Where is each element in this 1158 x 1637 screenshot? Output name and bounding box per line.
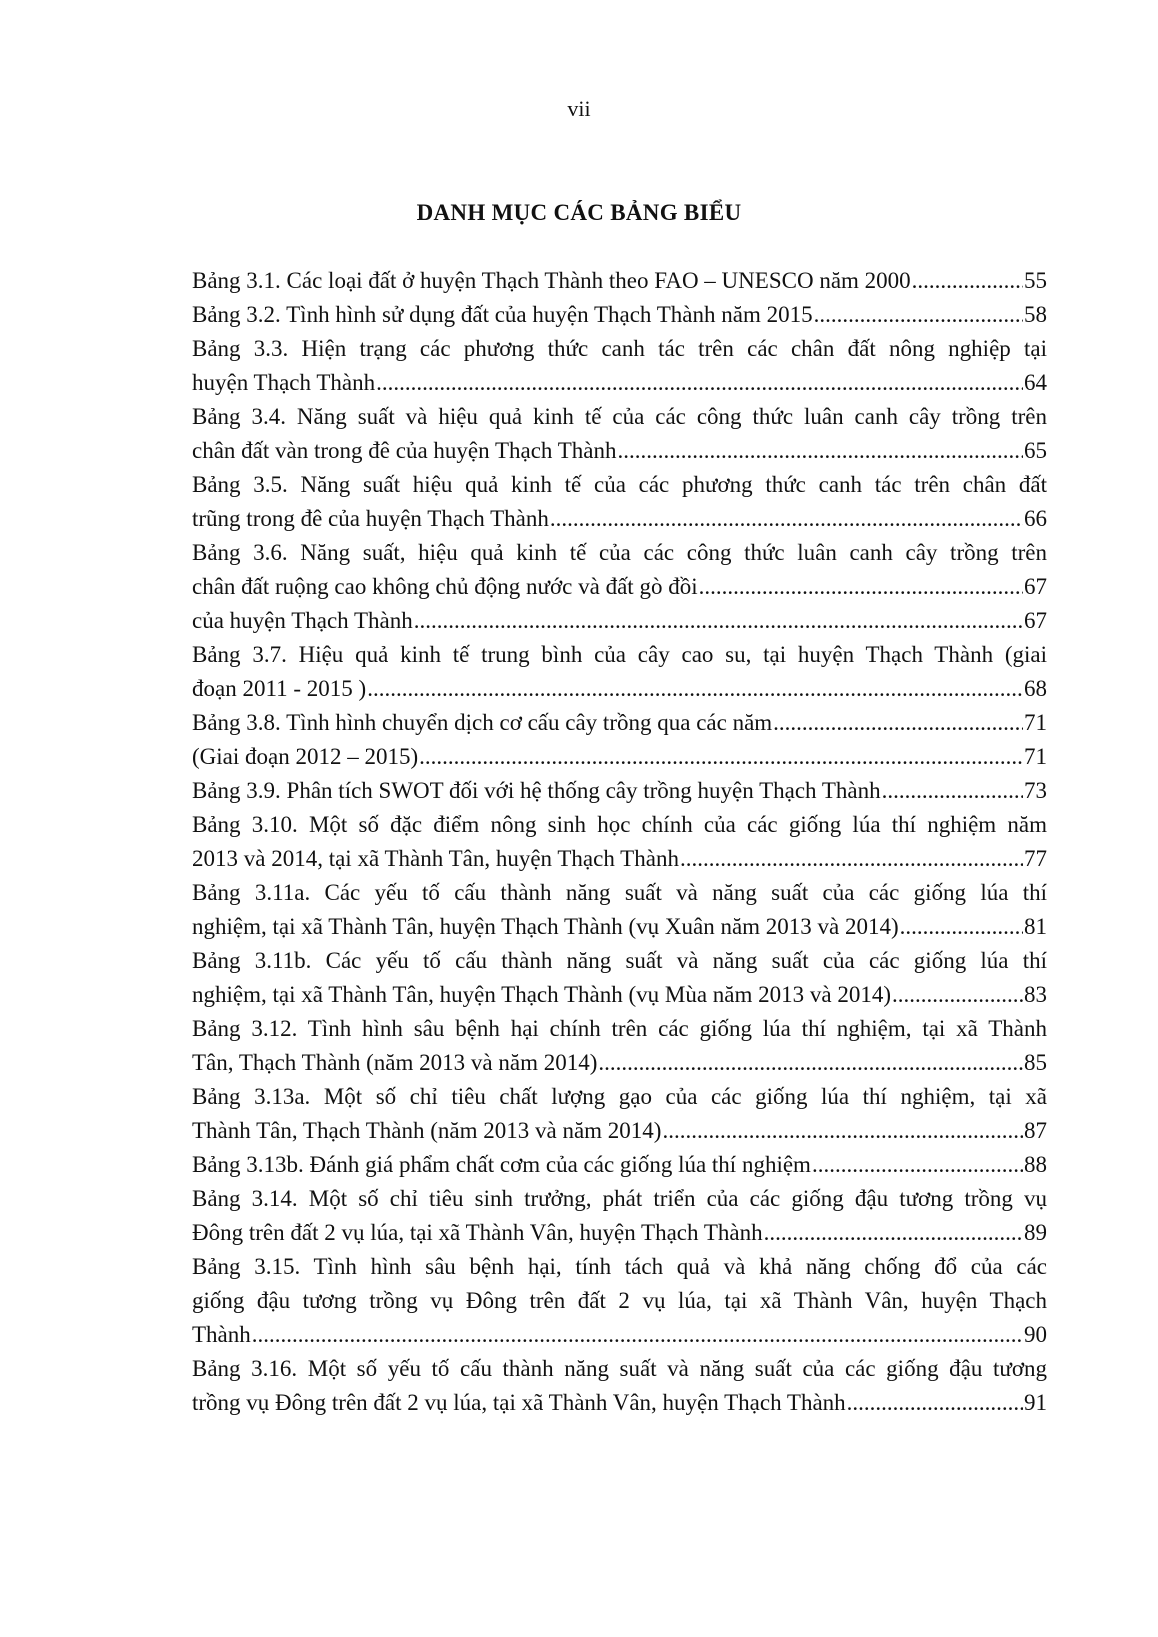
toc-page-number: 66 (1024, 506, 1047, 531)
toc-entry[interactable] (192, 774, 1047, 808)
toc-entry-text: Tân, Thạch Thành (năm 2013 và năm 2014) (192, 1050, 598, 1075)
toc-entry-last-line (192, 774, 1047, 808)
toc-entry-text: Bảng 3.1. Các loại đất ở huyện Thạch Thành theo FAO – UNESCO năm 2000 (192, 268, 911, 293)
toc-entry-last-line (192, 978, 1047, 1012)
toc-page-number: 85 (1024, 1050, 1047, 1075)
toc-entry[interactable] (192, 1182, 1047, 1250)
toc-entry[interactable] (192, 468, 1047, 536)
toc-entry-text: đoạn 2011 - 2015 ) (192, 676, 367, 701)
toc-entry-text: Thành Tân, Thạch Thành (năm 2013 và năm 2014) (192, 1118, 662, 1143)
toc-entry[interactable] (192, 332, 1047, 400)
dot-leader (699, 570, 1023, 604)
toc-entry-last-line (192, 366, 1047, 400)
dot-leader (764, 1216, 1023, 1250)
toc-entry-text: Bảng 3.2. Tình hình sử dụng đất của huyện Thạch Thành năm 2015 (192, 302, 813, 327)
toc-entry[interactable] (192, 298, 1047, 332)
toc-entry-text: chân đất vàn trong đê của huyện Thạch Thành (192, 438, 617, 463)
toc-entry-last-line (192, 1318, 1047, 1352)
toc-entry-line: Bảng 3.16. Một số yếu tố cấu thành năng suất và năng suất của các giống đậu tương (192, 1356, 1047, 1381)
toc-entry-last-line (192, 1386, 1047, 1420)
toc-entry-last-line (192, 502, 1047, 536)
dot-leader (900, 910, 1023, 944)
dot-leader (252, 1318, 1023, 1352)
toc-entry[interactable] (192, 706, 1047, 740)
page-title: DANH MỤC CÁC BẢNG BIỂU (416, 200, 742, 225)
dot-leader (419, 740, 1023, 774)
toc-entry-last-line (192, 264, 1047, 298)
toc-page-number: 55 (1024, 268, 1047, 293)
toc-page-number: 64 (1024, 370, 1047, 395)
toc-page-number: 73 (1024, 778, 1047, 803)
toc-entry-line: Bảng 3.11b. Các yếu tố cấu thành năng suất và năng suất của các giống lúa thí (192, 948, 1047, 973)
toc-page-number: 91 (1024, 1390, 1047, 1415)
toc-entry-text: chân đất ruộng cao không chủ động nước và đất gò đồi (192, 574, 698, 599)
toc-page-number: 81 (1024, 914, 1047, 939)
dot-leader (662, 1114, 1023, 1148)
toc-entry[interactable] (192, 740, 1047, 774)
toc-entry-last-line (192, 1216, 1047, 1250)
toc-entry[interactable] (192, 1250, 1047, 1352)
toc-page-number: 83 (1024, 982, 1047, 1007)
toc-entry-line: Bảng 3.13a. Một số chỉ tiêu chất lượng gạo của các giống lúa thí nghiệm, tại xã (192, 1084, 1047, 1109)
toc-entry-text: Bảng 3.8. Tình hình chuyển dịch cơ cấu cây trồng qua các năm (192, 710, 773, 735)
toc-entry[interactable] (192, 638, 1047, 706)
dot-leader (812, 1148, 1023, 1182)
toc-page-number: 67 (1024, 608, 1047, 633)
toc-entry[interactable] (192, 604, 1047, 638)
toc-entry-text: nghiệm, tại xã Thành Tân, huyện Thạch Thành (vụ Xuân năm 2013 và 2014) (192, 914, 899, 939)
toc-entry-text: trồng vụ Đông trên đất 2 vụ lúa, tại xã Thành Vân, huyện Thạch Thành (192, 1390, 846, 1415)
toc-page-number: 67 (1024, 574, 1047, 599)
toc-entry-line: Bảng 3.6. Năng suất, hiệu quả kinh tế của các công thức luân canh cây trồng trên (192, 540, 1047, 565)
toc-entry-text: Bảng 3.9. Phân tích SWOT đối với hệ thống cây trồng huyện Thạch Thành (192, 778, 881, 803)
toc-entry[interactable] (192, 944, 1047, 1012)
toc-entry[interactable] (192, 1012, 1047, 1080)
toc-page-number: 71 (1024, 744, 1047, 769)
dot-leader (814, 298, 1023, 332)
toc-entry-text: của huyện Thạch Thành (192, 608, 413, 633)
toc-entry-text: Bảng 3.13b. Đánh giá phẩm chất cơm của các giống lúa thí nghiệm (192, 1152, 811, 1177)
toc-page-number: 90 (1024, 1322, 1047, 1347)
toc-entry-last-line (192, 842, 1047, 876)
dot-leader (598, 1046, 1023, 1080)
dot-leader (414, 604, 1023, 638)
toc-entry[interactable] (192, 1080, 1047, 1148)
toc-entry[interactable] (192, 1352, 1047, 1420)
toc-entry-last-line (192, 604, 1047, 638)
toc-entry-text: Đông trên đất 2 vụ lúa, tại xã Thành Vân, huyện Thạch Thành (192, 1220, 763, 1245)
toc-entry-line: Bảng 3.4. Năng suất và hiệu quả kinh tế của các công thức luân canh cây trồng trên (192, 404, 1047, 429)
toc-entry[interactable] (192, 536, 1047, 604)
toc-page-number: 89 (1024, 1220, 1047, 1245)
toc-entry-line: Bảng 3.14. Một số chỉ tiêu sinh trưởng, phát triển của các giống đậu tương trồng vụ (192, 1186, 1047, 1211)
toc-page-number: 68 (1024, 676, 1047, 701)
table-list (192, 264, 1047, 1420)
toc-entry-last-line (192, 706, 1047, 740)
toc-entry-last-line (192, 298, 1047, 332)
toc-entry-last-line (192, 1148, 1047, 1182)
dot-leader (618, 434, 1023, 468)
dot-leader (882, 774, 1023, 808)
toc-entry-text: Thành (192, 1322, 251, 1347)
dot-leader (912, 264, 1023, 298)
toc-entry-last-line (192, 1046, 1047, 1080)
toc-entry-last-line (192, 672, 1047, 706)
toc-entry[interactable] (192, 400, 1047, 468)
toc-entry-line: giống đậu tương trồng vụ Đông trên đất 2 vụ lúa, tại xã Thành Vân, huyện Thạch (192, 1288, 1047, 1313)
toc-entry-last-line (192, 434, 1047, 468)
toc-entry-last-line (192, 910, 1047, 944)
toc-entry-line: Bảng 3.11a. Các yếu tố cấu thành năng suất và năng suất của các giống lúa thí (192, 880, 1047, 905)
toc-entry[interactable] (192, 876, 1047, 944)
toc-page-number: 65 (1024, 438, 1047, 463)
toc-entry-last-line (192, 1114, 1047, 1148)
toc-entry[interactable] (192, 264, 1047, 298)
toc-entry-line: Bảng 3.7. Hiệu quả kinh tế trung bình của cây cao su, tại huyện Thạch Thành (giai (192, 642, 1047, 667)
toc-entry-line: Bảng 3.10. Một số đặc điểm nông sinh học chính của các giống lúa thí nghiệm năm (192, 812, 1047, 837)
toc-entry-last-line (192, 570, 1047, 604)
toc-entry[interactable] (192, 1148, 1047, 1182)
toc-entry-text: 2013 và 2014, tại xã Thành Tân, huyện Thạch Thành (192, 846, 679, 871)
toc-entry-line: Bảng 3.5. Năng suất hiệu quả kinh tế của các phương thức canh tác trên chân đất (192, 472, 1047, 497)
toc-page-number: 71 (1024, 710, 1047, 735)
toc-page-number: 88 (1024, 1152, 1047, 1177)
dot-leader (550, 502, 1023, 536)
toc-entry-text: trũng trong đê của huyện Thạch Thành (192, 506, 549, 531)
dot-leader (892, 978, 1023, 1012)
toc-entry-text: huyện Thạch Thành (192, 370, 376, 395)
toc-entry-text: nghiệm, tại xã Thành Tân, huyện Thạch Thành (vụ Mùa năm 2013 và 2014) (192, 982, 892, 1007)
toc-entry-line: Bảng 3.3. Hiện trạng các phương thức canh tác trên các chân đất nông nghiệp tại (192, 336, 1047, 361)
toc-entry-line: Bảng 3.12. Tình hình sâu bệnh hại chính trên các giống lúa thí nghiệm, tại xã Thành (192, 1016, 1047, 1041)
dot-leader (680, 842, 1023, 876)
dot-leader (847, 1386, 1023, 1420)
toc-entry-text: (Giai đoạn 2012 – 2015) (192, 744, 419, 769)
toc-entry-line: Bảng 3.15. Tình hình sâu bệnh hại, tính tách quả và khả năng chống đổ của các (192, 1254, 1047, 1279)
dot-leader (367, 672, 1023, 706)
toc-entry[interactable] (192, 808, 1047, 876)
toc-entry-last-line (192, 740, 1047, 774)
toc-page-number: 58 (1024, 302, 1047, 327)
toc-page-number: 77 (1024, 846, 1047, 871)
dot-leader (376, 366, 1023, 400)
dot-leader (773, 706, 1023, 740)
page-number: vii (567, 96, 591, 121)
toc-page-number: 87 (1024, 1118, 1047, 1143)
